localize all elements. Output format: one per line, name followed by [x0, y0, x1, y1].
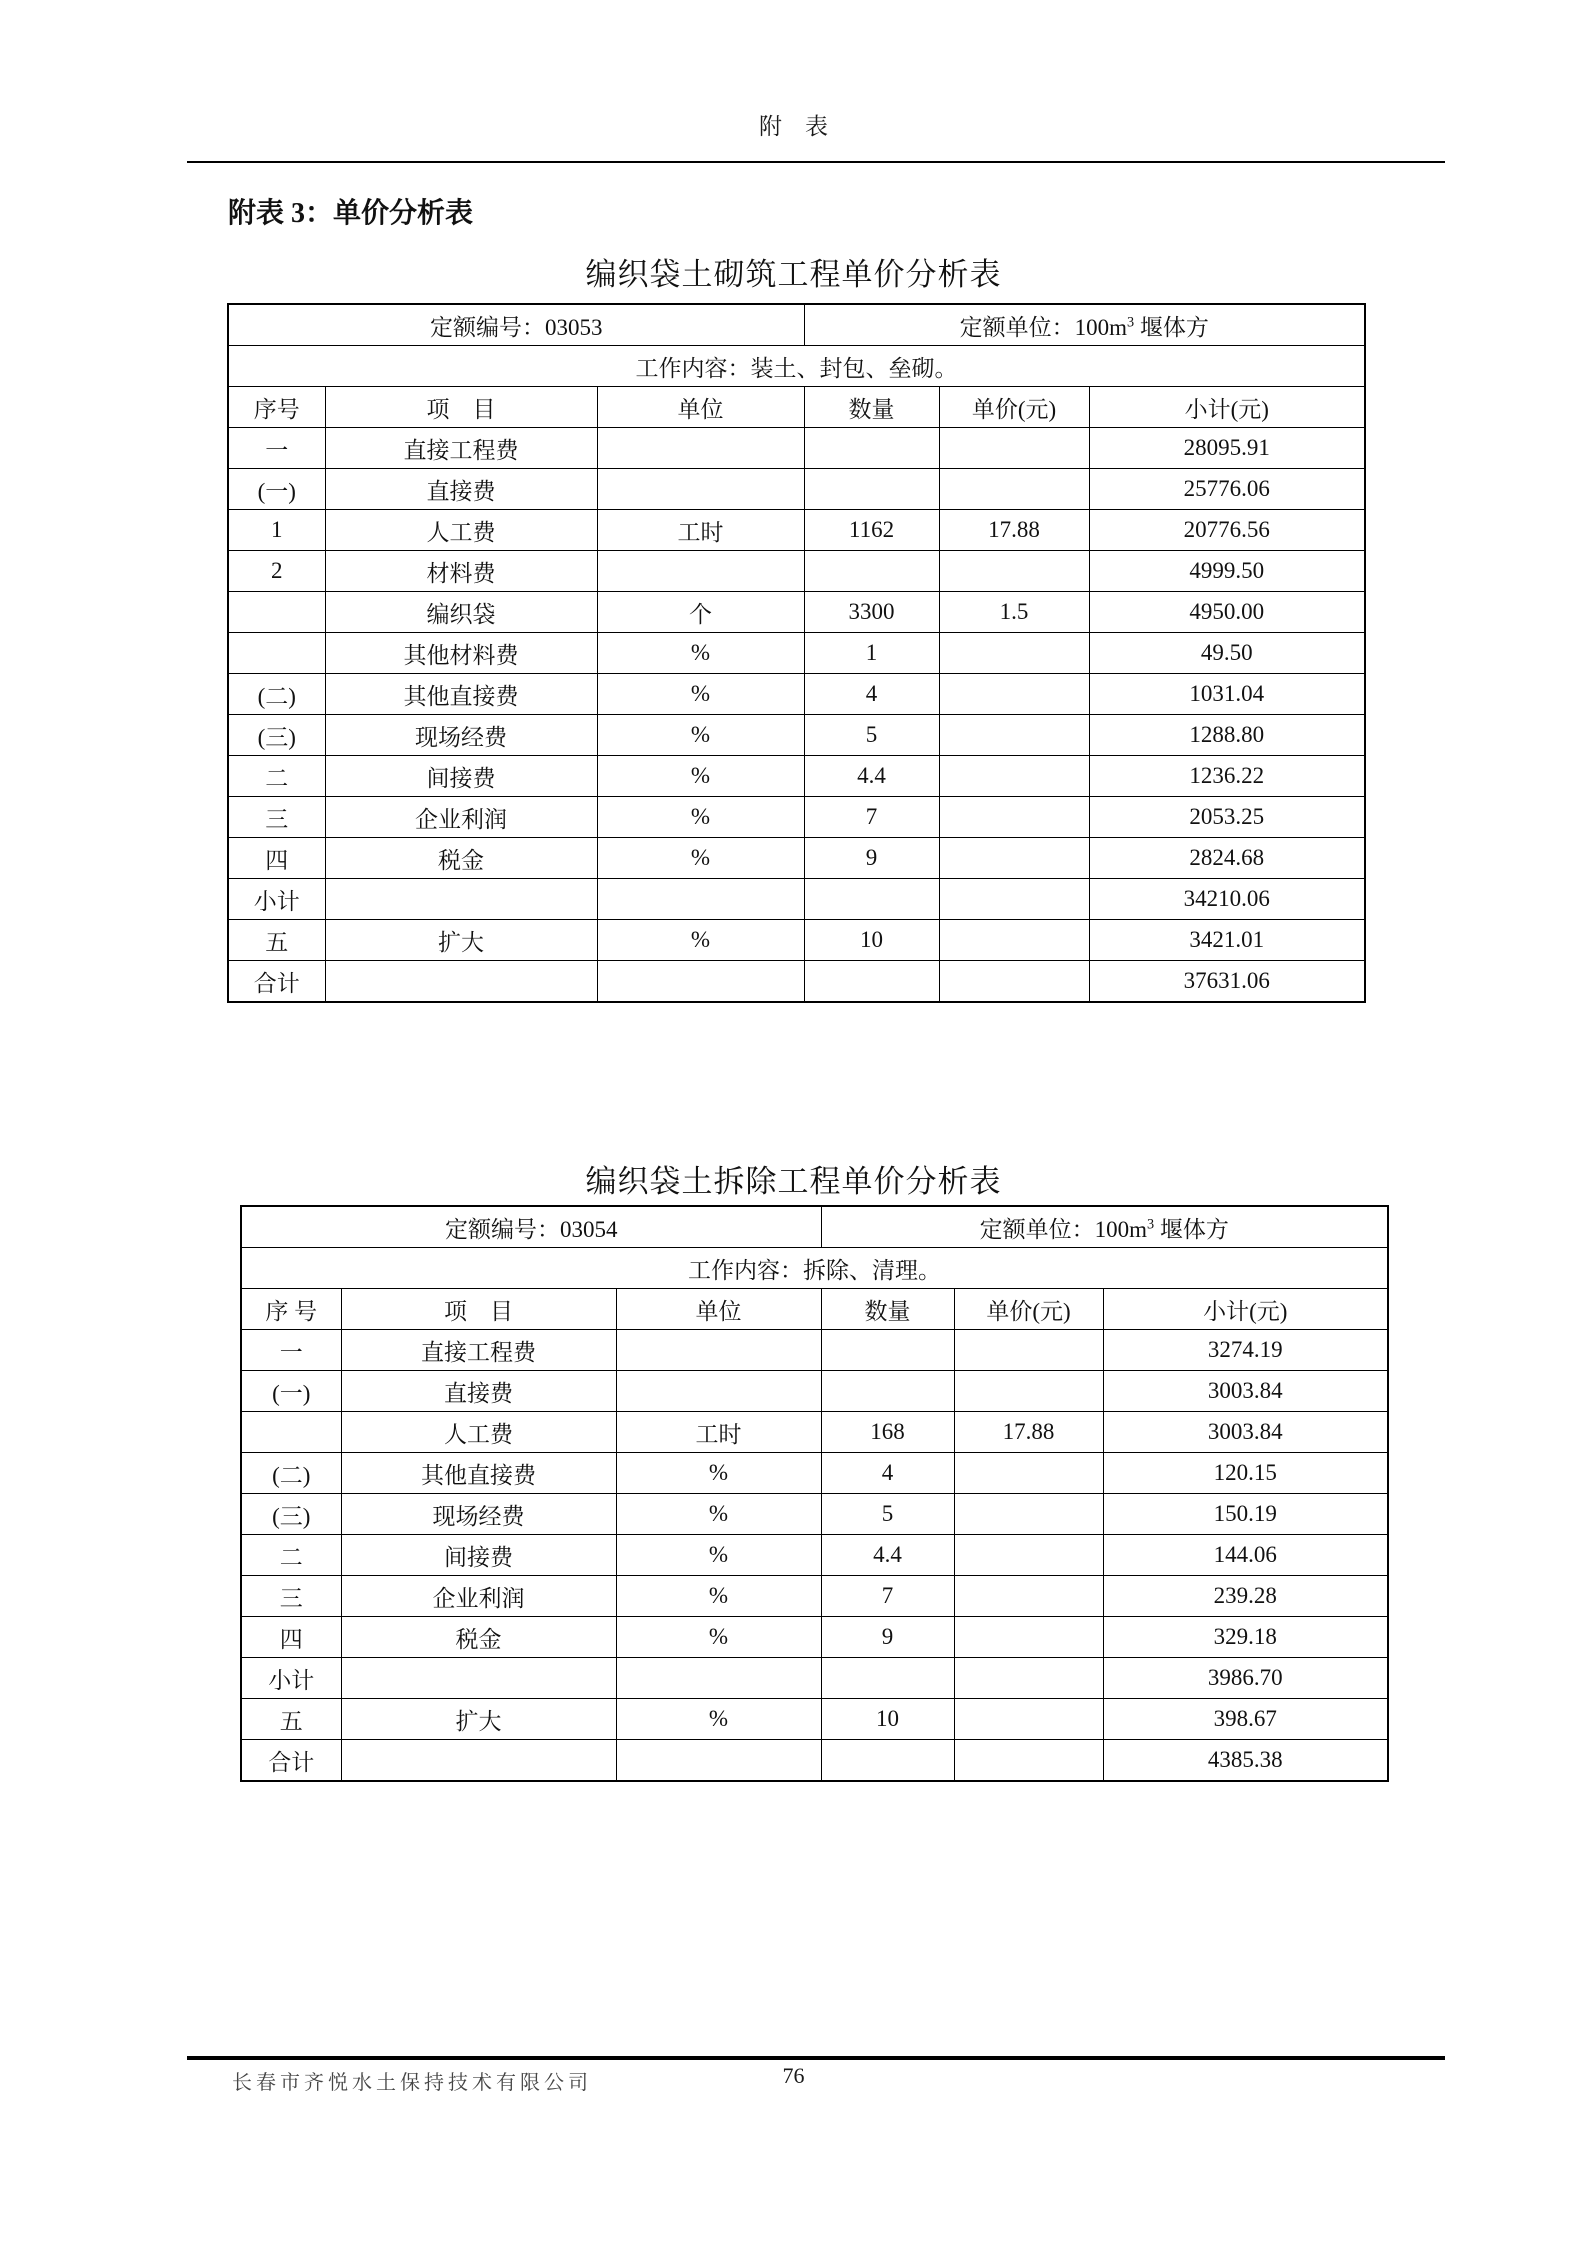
table-cell: 一 — [228, 428, 325, 469]
header-rule — [187, 161, 1445, 163]
table-cell: 329.18 — [1103, 1617, 1388, 1658]
table-cell: 直接费 — [341, 1371, 616, 1412]
table-row — [228, 674, 1365, 715]
table-row — [228, 715, 1365, 756]
table-row — [241, 1535, 1388, 1576]
table-cell: 4.4 — [804, 756, 939, 797]
table-cell — [954, 1617, 1103, 1658]
table-cell — [939, 674, 1089, 715]
column-header-row — [241, 1289, 1388, 1330]
table-row — [241, 1371, 1388, 1412]
table-cell — [954, 1699, 1103, 1740]
table-cell: 合计 — [241, 1740, 341, 1782]
quota-code: 定额编号：03053 — [228, 304, 804, 346]
table-cell: (二) — [241, 1453, 341, 1494]
quota-unit-superscript: 3 — [1127, 313, 1135, 330]
table-row — [241, 1453, 1388, 1494]
table-row — [241, 1699, 1388, 1740]
table-cell: % — [616, 1699, 821, 1740]
table-cell — [954, 1494, 1103, 1535]
table-cell: 17.88 — [939, 510, 1089, 551]
table-cell — [597, 879, 804, 920]
col-header-item: 项 目 — [341, 1289, 616, 1330]
table-cell: % — [597, 633, 804, 674]
table-1-title: 编织袋土砌筑工程单价分析表 — [585, 257, 1002, 292]
quota-unit — [821, 1206, 1388, 1248]
table-cell: 37631.06 — [1089, 961, 1365, 1003]
table-cell — [939, 879, 1089, 920]
table-cell: 168 — [821, 1412, 954, 1453]
table-cell — [616, 1658, 821, 1699]
table-cell — [954, 1371, 1103, 1412]
table-cell — [954, 1330, 1103, 1371]
table-cell: 五 — [228, 920, 325, 961]
table-cell — [804, 428, 939, 469]
table-cell — [821, 1658, 954, 1699]
table-row — [228, 428, 1365, 469]
footer-company-name: 长春市齐悦水土保持技术有限公司 — [232, 2072, 592, 2094]
table-row — [228, 797, 1365, 838]
table-cell: % — [597, 920, 804, 961]
table-cell — [939, 633, 1089, 674]
table-row — [241, 1576, 1388, 1617]
table-cell: 7 — [821, 1576, 954, 1617]
table-cell: 四 — [241, 1617, 341, 1658]
table-row — [228, 756, 1365, 797]
table-cell: 扩大 — [325, 920, 597, 961]
table-cell: 9 — [804, 838, 939, 879]
table-cell: (二) — [228, 674, 325, 715]
table-cell: 人工费 — [325, 510, 597, 551]
table-cell: 工时 — [597, 510, 804, 551]
table-cell: 4999.50 — [1089, 551, 1365, 592]
table-cell — [821, 1330, 954, 1371]
quota-unit-suffix: 堰体方 — [1154, 1216, 1229, 1242]
col-header-unit: 单位 — [597, 387, 804, 428]
quota-row — [241, 1206, 1388, 1248]
table-cell: 4 — [804, 674, 939, 715]
table-cell: 企业利润 — [341, 1576, 616, 1617]
table-cell: 1031.04 — [1089, 674, 1365, 715]
price-analysis-table-1 — [227, 303, 1366, 1003]
table-cell — [616, 1740, 821, 1782]
table-cell — [939, 920, 1089, 961]
table-cell: 10 — [821, 1699, 954, 1740]
table-cell: % — [597, 715, 804, 756]
table-cell — [939, 715, 1089, 756]
table-cell: 现场经费 — [325, 715, 597, 756]
table-row — [241, 1658, 1388, 1699]
table-cell — [939, 551, 1089, 592]
work-content-row — [228, 346, 1365, 387]
table-cell: 其他直接费 — [341, 1453, 616, 1494]
table-cell: 4950.00 — [1089, 592, 1365, 633]
table-cell — [804, 879, 939, 920]
table-cell: 34210.06 — [1089, 879, 1365, 920]
table-cell: 28095.91 — [1089, 428, 1365, 469]
table-cell: 4 — [821, 1453, 954, 1494]
table-cell: 税金 — [325, 838, 597, 879]
table-cell: 人工费 — [341, 1412, 616, 1453]
table-row — [241, 1330, 1388, 1371]
table-cell — [597, 428, 804, 469]
table-cell: 150.19 — [1103, 1494, 1388, 1535]
page-number: 76 — [782, 2063, 805, 2088]
col-header-seq: 序 号 — [241, 1289, 341, 1330]
table-cell: (三) — [241, 1494, 341, 1535]
col-header-quantity: 数量 — [804, 387, 939, 428]
quota-unit-text: 定额单位：100m — [959, 314, 1128, 340]
col-header-subtotal: 小计(元) — [1103, 1289, 1388, 1330]
table-cell: 20776.56 — [1089, 510, 1365, 551]
table-cell: 1236.22 — [1089, 756, 1365, 797]
table-cell — [616, 1330, 821, 1371]
table-2-title: 编织袋土拆除工程单价分析表 — [585, 1164, 1002, 1199]
table-cell: 税金 — [341, 1617, 616, 1658]
table-cell — [954, 1535, 1103, 1576]
col-header-seq: 序号 — [228, 387, 325, 428]
price-analysis-table-2 — [240, 1205, 1389, 1782]
table-row — [228, 879, 1365, 920]
table-cell — [939, 797, 1089, 838]
section-heading: 附表 3：单价分析表 — [228, 198, 474, 229]
quota-unit — [804, 304, 1365, 346]
table-cell: 材料费 — [325, 551, 597, 592]
quota-code: 定额编号：03054 — [241, 1206, 821, 1248]
table-cell: 7 — [804, 797, 939, 838]
table-cell: 企业利润 — [325, 797, 597, 838]
table-cell: 小计 — [241, 1658, 341, 1699]
work-content: 工作内容：装土、封包、垒砌。 — [228, 346, 1365, 387]
table-cell — [325, 961, 597, 1003]
table-row — [228, 592, 1365, 633]
table-cell: % — [616, 1617, 821, 1658]
table-cell: 1162 — [804, 510, 939, 551]
table-cell: 五 — [241, 1699, 341, 1740]
table-cell: 扩大 — [341, 1699, 616, 1740]
footer-rule — [187, 2056, 1445, 2060]
table-cell: 一 — [241, 1330, 341, 1371]
table-cell: 四 — [228, 838, 325, 879]
table-cell: 3003.84 — [1103, 1412, 1388, 1453]
table-cell: % — [616, 1576, 821, 1617]
table-cell — [939, 961, 1089, 1003]
table-cell — [341, 1740, 616, 1782]
table-cell: 49.50 — [1089, 633, 1365, 674]
table-cell — [597, 551, 804, 592]
table-cell: 2053.25 — [1089, 797, 1365, 838]
table-cell: 144.06 — [1103, 1535, 1388, 1576]
table-row — [228, 838, 1365, 879]
table-cell — [228, 633, 325, 674]
table-cell: 10 — [804, 920, 939, 961]
table-cell: 2 — [228, 551, 325, 592]
table-row — [241, 1740, 1388, 1782]
table-cell: % — [597, 756, 804, 797]
table-cell — [228, 592, 325, 633]
quota-unit-suffix: 堰体方 — [1134, 314, 1209, 340]
quota-unit-superscript: 3 — [1147, 1215, 1155, 1232]
table-cell: 直接工程费 — [325, 428, 597, 469]
table-cell — [616, 1371, 821, 1412]
table-cell: 三 — [228, 797, 325, 838]
table-row — [228, 469, 1365, 510]
table-cell — [821, 1371, 954, 1412]
table-cell — [954, 1740, 1103, 1782]
col-header-subtotal: 小计(元) — [1089, 387, 1365, 428]
table-row — [228, 920, 1365, 961]
table-cell — [804, 469, 939, 510]
table-cell: 25776.06 — [1089, 469, 1365, 510]
table-cell: % — [597, 674, 804, 715]
table-cell: 239.28 — [1103, 1576, 1388, 1617]
table-cell: (一) — [228, 469, 325, 510]
table-cell: 1.5 — [939, 592, 1089, 633]
table-cell: 5 — [821, 1494, 954, 1535]
col-header-item: 项 目 — [325, 387, 597, 428]
table-cell: 4.4 — [821, 1535, 954, 1576]
table-cell: 小计 — [228, 879, 325, 920]
table-cell: 4385.38 — [1103, 1740, 1388, 1782]
quota-row — [228, 304, 1365, 346]
table-cell: 3274.19 — [1103, 1330, 1388, 1371]
work-content-row — [241, 1248, 1388, 1289]
table-cell: 其他材料费 — [325, 633, 597, 674]
table-cell: 间接费 — [341, 1535, 616, 1576]
table-cell: 个 — [597, 592, 804, 633]
table-cell: 其他直接费 — [325, 674, 597, 715]
table-cell — [954, 1658, 1103, 1699]
table-cell: 3986.70 — [1103, 1658, 1388, 1699]
table-cell: % — [616, 1494, 821, 1535]
table-cell: % — [597, 797, 804, 838]
table-row — [228, 510, 1365, 551]
table-cell: 2824.68 — [1089, 838, 1365, 879]
table-cell: 编织袋 — [325, 592, 597, 633]
table-cell — [804, 551, 939, 592]
table-cell: (三) — [228, 715, 325, 756]
table-cell — [954, 1453, 1103, 1494]
table-row — [228, 551, 1365, 592]
table-cell — [804, 961, 939, 1003]
table-cell: 现场经费 — [341, 1494, 616, 1535]
table-cell: 9 — [821, 1617, 954, 1658]
table-cell: 二 — [241, 1535, 341, 1576]
table-cell: 二 — [228, 756, 325, 797]
table-cell: 120.15 — [1103, 1453, 1388, 1494]
table-cell: (一) — [241, 1371, 341, 1412]
table-cell: 合计 — [228, 961, 325, 1003]
table-row — [241, 1617, 1388, 1658]
table-cell — [939, 469, 1089, 510]
table-row — [241, 1494, 1388, 1535]
table-cell: 3003.84 — [1103, 1371, 1388, 1412]
table-cell: % — [616, 1453, 821, 1494]
table-cell: 3421.01 — [1089, 920, 1365, 961]
table-cell: 间接费 — [325, 756, 597, 797]
table-cell: 17.88 — [954, 1412, 1103, 1453]
table-cell — [325, 879, 597, 920]
table-cell — [821, 1740, 954, 1782]
table-cell: 3300 — [804, 592, 939, 633]
table-cell: 直接费 — [325, 469, 597, 510]
page-header-title: 附 表 — [759, 114, 828, 139]
table-cell: 1 — [228, 510, 325, 551]
table-cell — [954, 1576, 1103, 1617]
table-row — [228, 633, 1365, 674]
quota-unit-text: 定额单位：100m — [979, 1216, 1148, 1242]
table-row — [228, 961, 1365, 1003]
table-cell: 1288.80 — [1089, 715, 1365, 756]
table-cell: 工时 — [616, 1412, 821, 1453]
table-cell — [597, 469, 804, 510]
col-header-unit-price: 单价(元) — [954, 1289, 1103, 1330]
table-cell — [597, 961, 804, 1003]
table-cell — [241, 1412, 341, 1453]
table-cell: 三 — [241, 1576, 341, 1617]
col-header-unit: 单位 — [616, 1289, 821, 1330]
table-cell — [939, 838, 1089, 879]
table-row — [241, 1412, 1388, 1453]
table-cell: 398.67 — [1103, 1699, 1388, 1740]
table-cell: % — [616, 1535, 821, 1576]
col-header-quantity: 数量 — [821, 1289, 954, 1330]
table-cell — [939, 756, 1089, 797]
table-cell: 5 — [804, 715, 939, 756]
table-cell — [341, 1658, 616, 1699]
table-cell — [939, 428, 1089, 469]
table-cell: 直接工程费 — [341, 1330, 616, 1371]
column-header-row — [228, 387, 1365, 428]
col-header-unit-price: 单价(元) — [939, 387, 1089, 428]
table-cell: % — [597, 838, 804, 879]
table-cell: 1 — [804, 633, 939, 674]
work-content: 工作内容：拆除、清理。 — [241, 1248, 1388, 1289]
